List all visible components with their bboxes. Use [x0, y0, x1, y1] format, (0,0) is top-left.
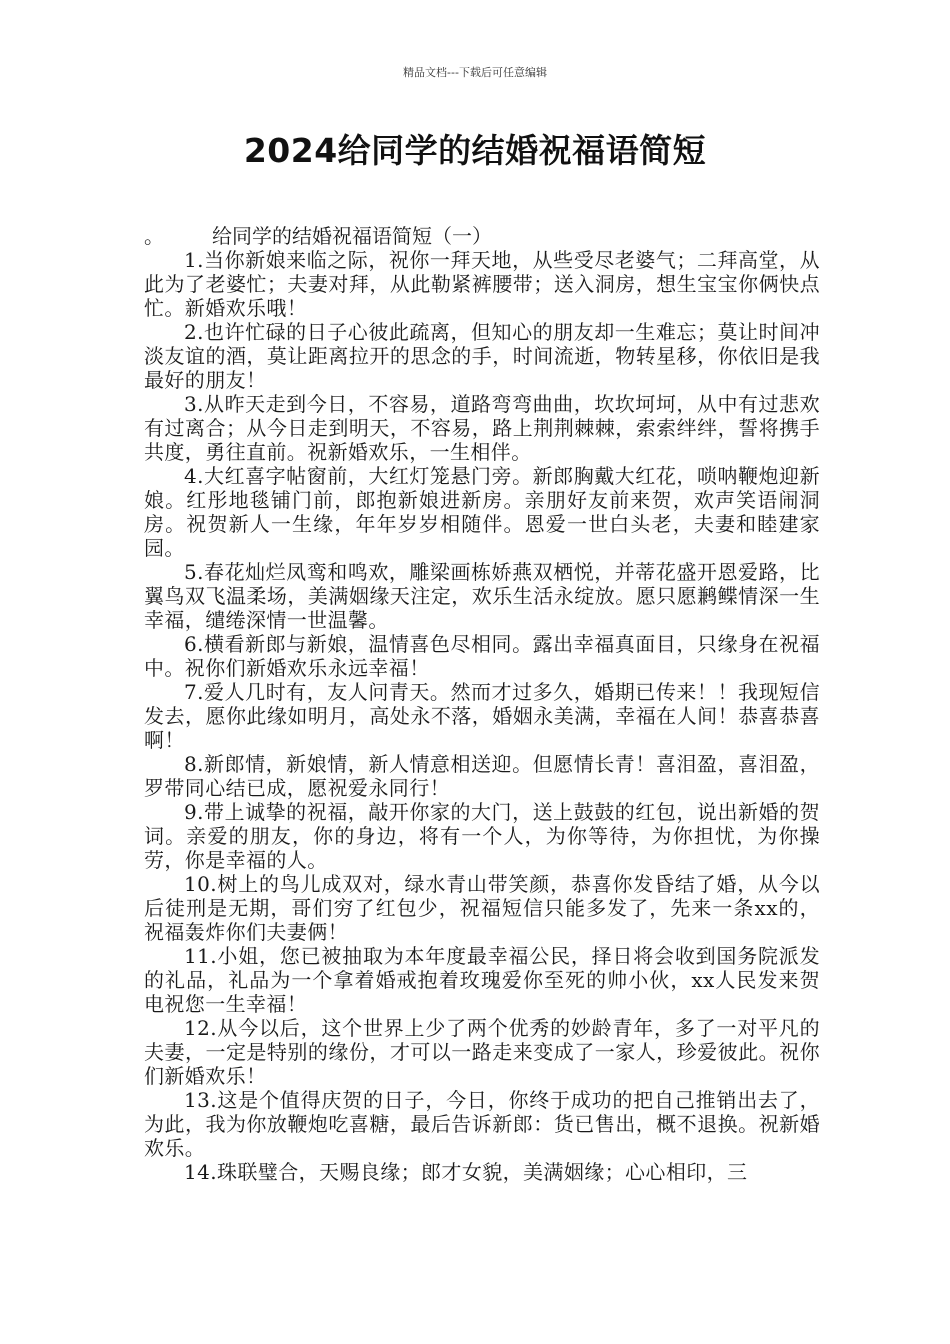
paragraph — [144, 944, 820, 1016]
paragraph-text: 树上的鸟儿成双对，绿水青山带笑颜，恭喜你发昏结了婚，从今以后徒刑是无期，哥们穷了红包少，祝福短信只能多发了，先来一条xx的，祝福轰炸你们夫妻俩！ — [144, 872, 820, 944]
paragraph — [144, 752, 820, 800]
paragraph-number: 10. — [184, 872, 218, 896]
paragraph-text: 从昨天走到今日，不容易，道路弯弯曲曲，坎坎坷坷，从中有过悲欢有过离合；从今日走到明天，不容易，路上荆荆棘棘，索索绊绊，誓将携手共度，勇往直前。祝新婚欢乐，一生相伴。 — [144, 392, 820, 464]
paragraph-text: 大红喜字帖窗前，大红灯笼悬门旁。新郎胸戴大红花，唢呐鞭炮迎新娘。红彤地毯铺门前，郎抱新娘进新房。亲朋好友前来贺，欢声笑语闹洞房。祝贺新人一生缘，年年岁岁相随伴。恩爱一世白头老，夫妻和睦建家园。 — [144, 464, 820, 560]
paragraph-number: 9. — [184, 800, 204, 824]
paragraph — [144, 392, 820, 464]
paragraph-text: 当你新娘来临之际，祝你一拜天地，从些受尽老婆气；二拜高堂，从此为了老婆忙；夫妻对拜，从此勒紧裤腰带；送入洞房，想生宝宝你俩快点忙。新婚欢乐哦！ — [144, 248, 820, 320]
paragraph-number: 5. — [184, 560, 204, 584]
paragraph — [144, 320, 820, 392]
paragraph-number: 7. — [184, 680, 204, 704]
paragraph — [144, 1016, 820, 1088]
paragraph — [144, 872, 820, 944]
paragraph-number: 2. — [184, 320, 204, 344]
paragraph-text: 也许忙碌的日子心彼此疏离，但知心的朋友却一生难忘；莫让时间冲淡友谊的酒，莫让距离拉开的思念的手，时间流逝，物转星移，你依旧是我最好的朋友！ — [144, 320, 820, 392]
header-note: 精品文档---下载后可任意编辑 — [403, 66, 547, 79]
paragraph-text: 从今以后，这个世界上少了两个优秀的妙龄青年，多了一对平凡的夫妻，一定是特别的缘份，才可以一路走来变成了一家人，珍爱彼此。祝你们新婚欢乐！ — [144, 1016, 820, 1088]
paragraph-text: 珠联璧合，天赐良缘；郎才女貌，美满姻缘；心心相印，三 — [217, 1160, 748, 1184]
paragraph — [144, 248, 820, 320]
paragraph — [144, 632, 820, 680]
paragraph-number: 3. — [184, 392, 204, 416]
section-heading: 给同学的结婚祝福语简短（一） — [212, 224, 492, 248]
section-mark: 。 — [144, 224, 164, 248]
document-title: 2024给同学的结婚祝福语简短 — [243, 131, 707, 170]
paragraph-text: 春花灿烂凤鸾和鸣欢，雕梁画栋娇燕双栖悦，并蒂花盛开恩爱路，比翼鸟双飞温柔场，美满姻缘天注定，欢乐生活永绽放。愿只愿鹣鲽情深一生幸福，缱绻深情一世温馨。 — [144, 560, 820, 632]
paragraph-text: 横看新郎与新娘，温情喜色尽相同。露出幸福真面目，只缘身在祝福中。祝你们新婚欢乐永远幸福！ — [144, 632, 820, 680]
paragraph-number: 12. — [184, 1016, 218, 1040]
paragraph — [144, 560, 820, 632]
paragraph-number: 11. — [184, 944, 218, 968]
paragraph-number: 1. — [184, 248, 204, 272]
paragraph-number: 13. — [184, 1088, 218, 1112]
paragraph — [144, 680, 820, 752]
paragraph-number: 4. — [184, 464, 204, 488]
paragraph — [144, 1088, 820, 1160]
paragraph-text: 这是个值得庆贺的日子，今日，你终于成功的把自己推销出去了，为此，我为你放鞭炮吃喜糖，最后告诉新郎：货已售出，概不退换。祝新婚欢乐。 — [144, 1088, 820, 1160]
section-heading-line — [144, 224, 820, 248]
document-body — [144, 224, 820, 1184]
paragraph-number: 8. — [184, 752, 204, 776]
paragraph-text: 爱人几时有，友人问青天。然而才过多久，婚期已传来！！我现短信发去，愿你此缘如明月，高处永不落，婚姻永美满，幸福在人间！恭喜恭喜啊！ — [144, 680, 820, 752]
paragraph-number: 6. — [184, 632, 204, 656]
paragraph-text: 小姐，您已被抽取为本年度最幸福公民，择日将会收到国务院派发的礼品，礼品为一个拿着婚戒抱着玫瑰爱你至死的帅小伙，xx人民发来贺电祝您一生幸福！ — [144, 944, 820, 1016]
paragraph-text: 带上诚挚的祝福，敲开你家的大门，送上鼓鼓的红包，说出新婚的贺词。亲爱的朋友，你的身边，将有一个人，为你等待，为你担忧，为你操劳，你是幸福的人。 — [144, 800, 820, 872]
paragraph — [144, 1160, 820, 1184]
paragraph-number: 14. — [184, 1160, 218, 1184]
paragraph — [144, 464, 820, 560]
paragraph-list — [144, 248, 820, 1184]
paragraph-text: 新郎情，新娘情，新人情意相送迎。但愿情长青！喜泪盈，喜泪盈，罗带同心结已成，愿祝爱永同行！ — [144, 752, 820, 800]
paragraph — [144, 800, 820, 872]
